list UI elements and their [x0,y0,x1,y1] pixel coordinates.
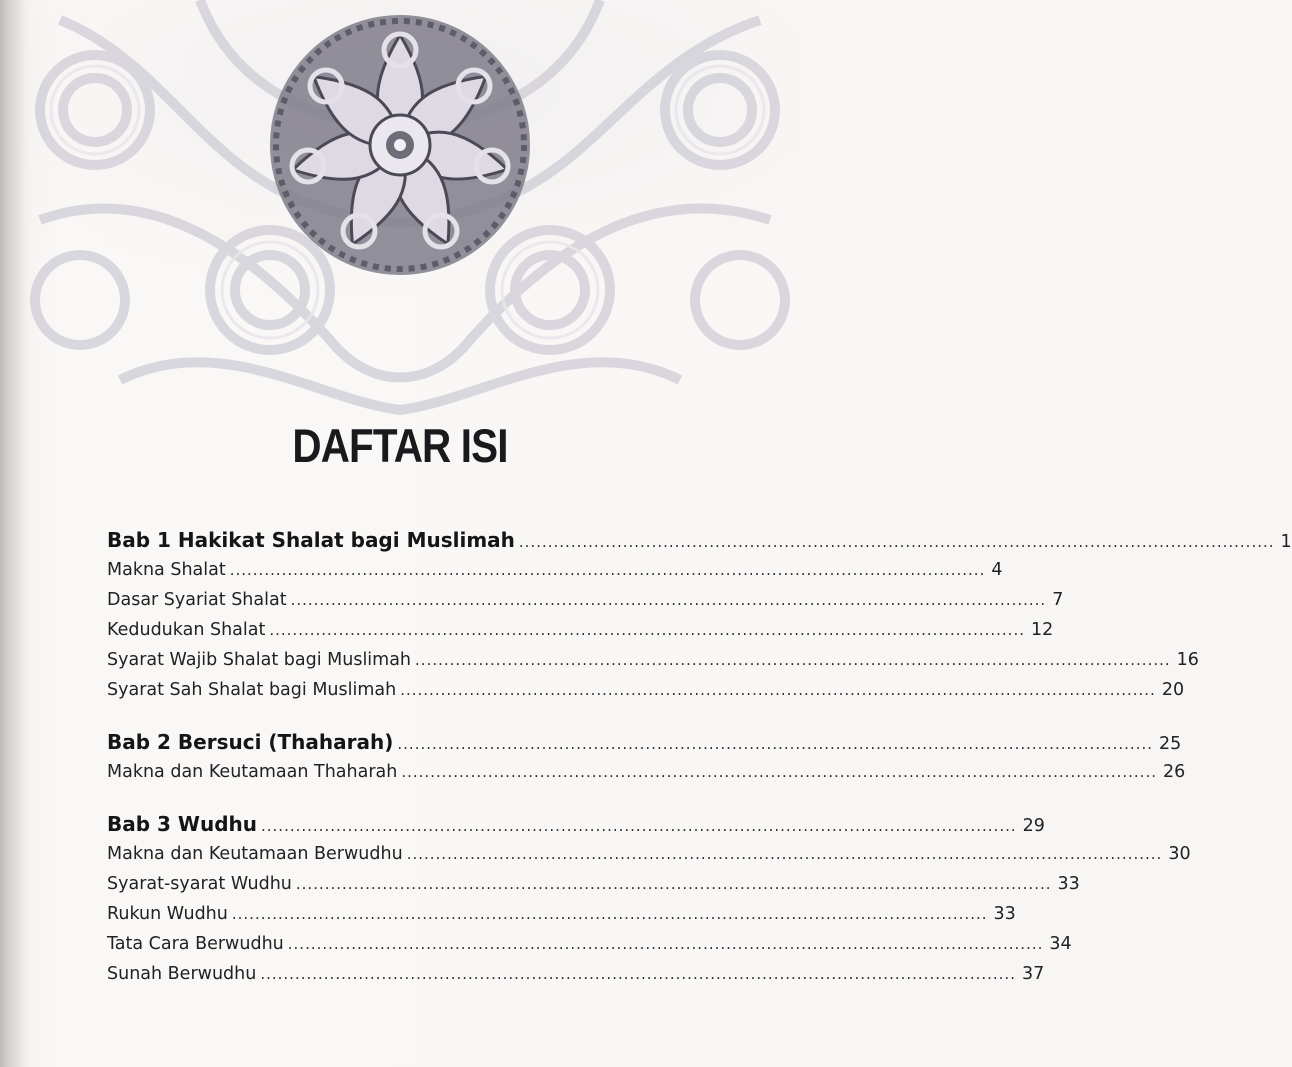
toc-entry-title: Tata Cara Berwudhu [107,934,284,954]
toc-entry-title: Makna Shalat [107,560,226,580]
dot-leader: ................................................................................................................................... [269,621,1025,639]
toc-entry-title: Dasar Syariat Shalat [107,590,287,610]
toc-section-bab-3 [107,809,1191,989]
toc-entry-title: Kedudukan Shalat [107,620,266,640]
toc-entry-title: Makna dan Keutamaan Berwudhu [107,844,403,864]
dot-leader: ................................................................................................................................... [260,965,1016,983]
dot-leader: ................................................................................................................................... [415,651,1171,669]
toc-chapter-title: Bab 3 Wudhu [107,812,257,836]
toc-entry-row[interactable] [107,585,1064,615]
toc-chapter-title: Bab 1 Hakikat Shalat bagi Muslimah [107,528,515,552]
dot-leader: ................................................................................................................................... [397,735,1154,753]
toc-chapter-row[interactable] [107,525,1292,555]
toc-page-number: 29 [1022,816,1045,836]
floral-ornament-header [0,0,800,430]
toc-page-number: 7 [1052,590,1064,610]
toc-entry-title: Makna dan Keutamaan Thaharah [107,762,398,782]
toc-page-number: 37 [1021,964,1045,984]
toc-entry-title: Rukun Wudhu [107,904,228,924]
dot-leader: ................................................................................................................................... [229,561,986,579]
page-title: DAFTAR ISI [292,419,508,472]
toc-chapter-title: Bab 2 Bersuci (Thaharah) [107,730,394,754]
dot-leader: ................................................................................................................................... [287,935,1044,953]
toc-entry-title: Syarat Wajib Shalat bagi Muslimah [107,650,412,670]
toc-entry-title: Sunah Berwudhu [107,964,257,984]
toc-section-bab-1 [107,525,1292,705]
toc-entry-title: Syarat-syarat Wudhu [107,874,292,894]
toc-entry-row[interactable] [107,615,1054,645]
dot-leader: ................................................................................................................................... [295,875,1052,893]
table-of-contents [107,525,1292,1011]
toc-entry-row[interactable] [107,899,1016,929]
dot-leader: ................................................................................................................................... [406,845,1163,863]
toc-section-bab-2 [107,727,1186,787]
toc-page-number: 25 [1159,734,1182,754]
toc-entry-row[interactable] [107,869,1080,899]
dot-leader: ................................................................................................................................... [400,681,1156,699]
toc-entry-row[interactable] [107,675,1185,705]
toc-page-number: 12 [1030,620,1054,640]
toc-page-number: 33 [1057,874,1080,894]
toc-page-number: 34 [1049,934,1072,954]
dot-leader: ................................................................................................................................... [231,905,988,923]
toc-entry-row[interactable] [107,645,1199,675]
dot-leader: ................................................................................................................................... [401,763,1157,781]
toc-page-number: 4 [991,560,1003,580]
toc-entry-row[interactable] [107,839,1191,869]
dot-leader: ................................................................................................................................... [518,533,1275,551]
toc-page-number: 16 [1176,650,1199,670]
toc-chapter-row[interactable] [107,727,1182,757]
toc-entry-row[interactable] [107,959,1045,989]
dot-leader: ................................................................................................................................... [290,591,1047,609]
toc-chapter-row[interactable] [107,809,1045,839]
toc-page-number: 30 [1168,844,1191,864]
toc-page-number: 26 [1162,762,1186,782]
toc-page-number: 33 [993,904,1016,924]
toc-page-number: 20 [1161,680,1185,700]
toc-entry-row[interactable] [107,929,1072,959]
toc-entry-row[interactable] [107,757,1186,787]
dot-leader: ................................................................................................................................... [261,817,1017,835]
toc-page-number: 1 [1280,532,1292,552]
toc-entry-row[interactable] [107,555,1003,585]
toc-entry-title: Syarat Sah Shalat bagi Muslimah [107,680,397,700]
